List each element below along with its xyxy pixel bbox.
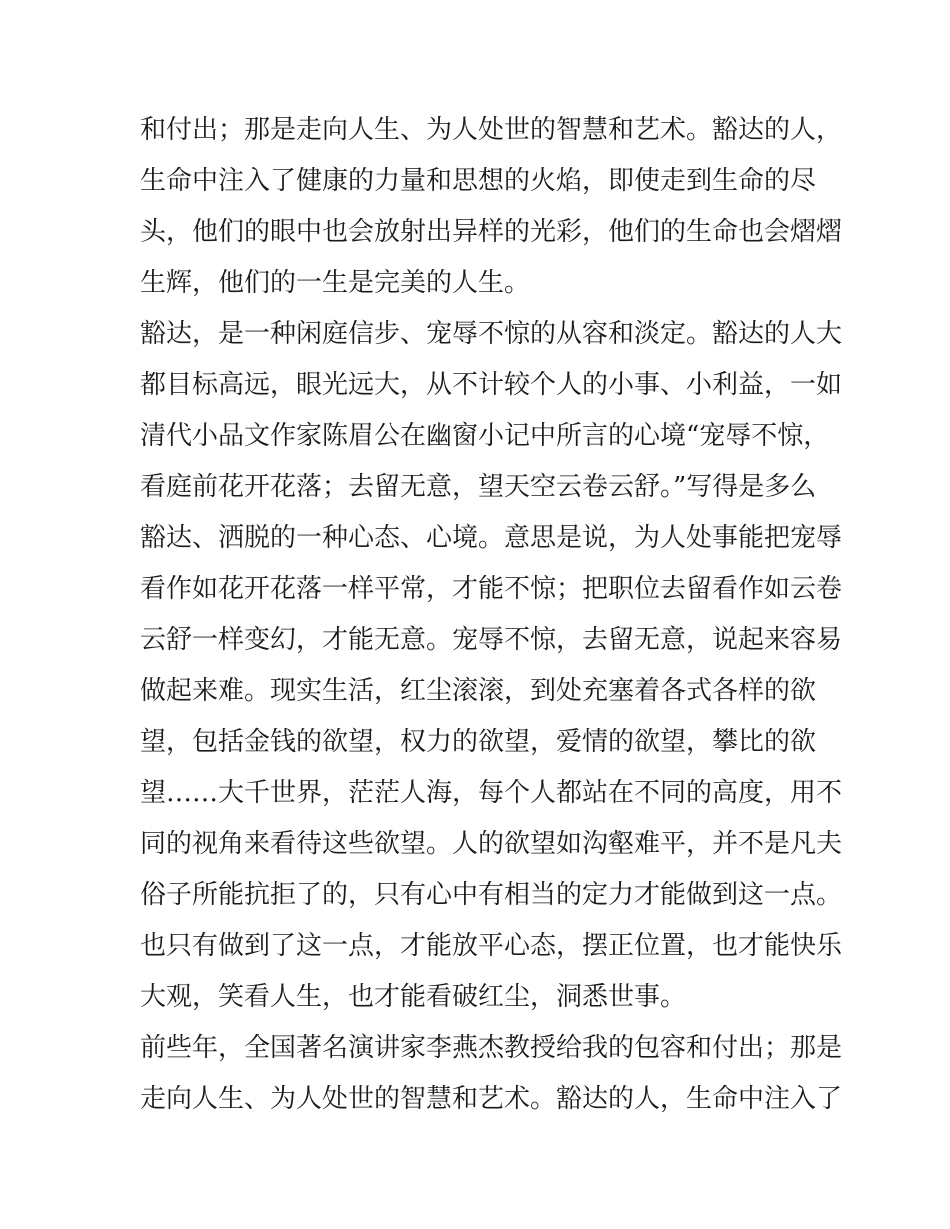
text-line: 都目标高远，眼光远大，从不计较个人的小事、小利益，一如 [140,370,843,400]
text-line: 俗子所能抗拒了的，只有心中有相当的定力才能做到这一点。 [140,880,843,910]
text-line: 生命中注入了健康的力量和思想的火焰，即使走到生命的尽 [140,166,817,196]
text-line: 看庭前花开花落；去留无意，望天空云卷云舒。”写得是多么 [140,472,817,502]
text-line: 头，他们的眼中也会放射出异样的光彩，他们的生命也会熠熠 [140,217,843,247]
text-line: 望……大千世界，茫茫人海，每个人都站在不同的高度，用不 [140,778,843,808]
text-line: 大观，笑看人生，也才能看破红尘，洞悉世事。 [140,982,687,1012]
text-line: 望，包括金钱的欲望，权力的欲望，爱情的欲望，攀比的欲 [140,727,817,757]
body-text [140,105,843,1125]
text-line: 也只有做到了这一点，才能放平心态，摆正位置，也才能快乐 [140,931,843,961]
text-line: 清代小品文作家陈眉公在幽窗小记中所言的心境“宠辱不惊， [140,421,830,451]
text-line: 云舒一样变幻，才能无意。宠辱不惊，去留无意，说起来容易 [140,625,843,655]
text-line: 前些年，全国著名演讲家李燕杰教授给我的包容和付出；那是 [140,1033,843,1063]
text-line: 同的视角来看待这些欲望。人的欲望如沟壑难平，并不是凡夫 [140,829,843,859]
text-line: 生辉，他们的一生是完美的人生。 [140,268,531,298]
text-line: 和付出；那是走向人生、为人处世的智慧和艺术。豁达的人， [140,115,843,145]
text-line: 看作如花开花落一样平常，才能不惊；把职位去留看作如云卷 [140,574,843,604]
text-line: 豁达、洒脱的一种心态、心境。意思是说，为人处事能把宠辱 [140,523,843,553]
text-line: 走向人生、为人处世的智慧和艺术。豁达的人，生命中注入了 [140,1084,843,1114]
text-line: 豁达，是一种闲庭信步、宠辱不惊的从容和淡定。豁达的人大 [140,319,843,349]
text-line: 做起来难。现实生活，红尘滚滚，到处充塞着各式各样的欲 [140,676,817,706]
